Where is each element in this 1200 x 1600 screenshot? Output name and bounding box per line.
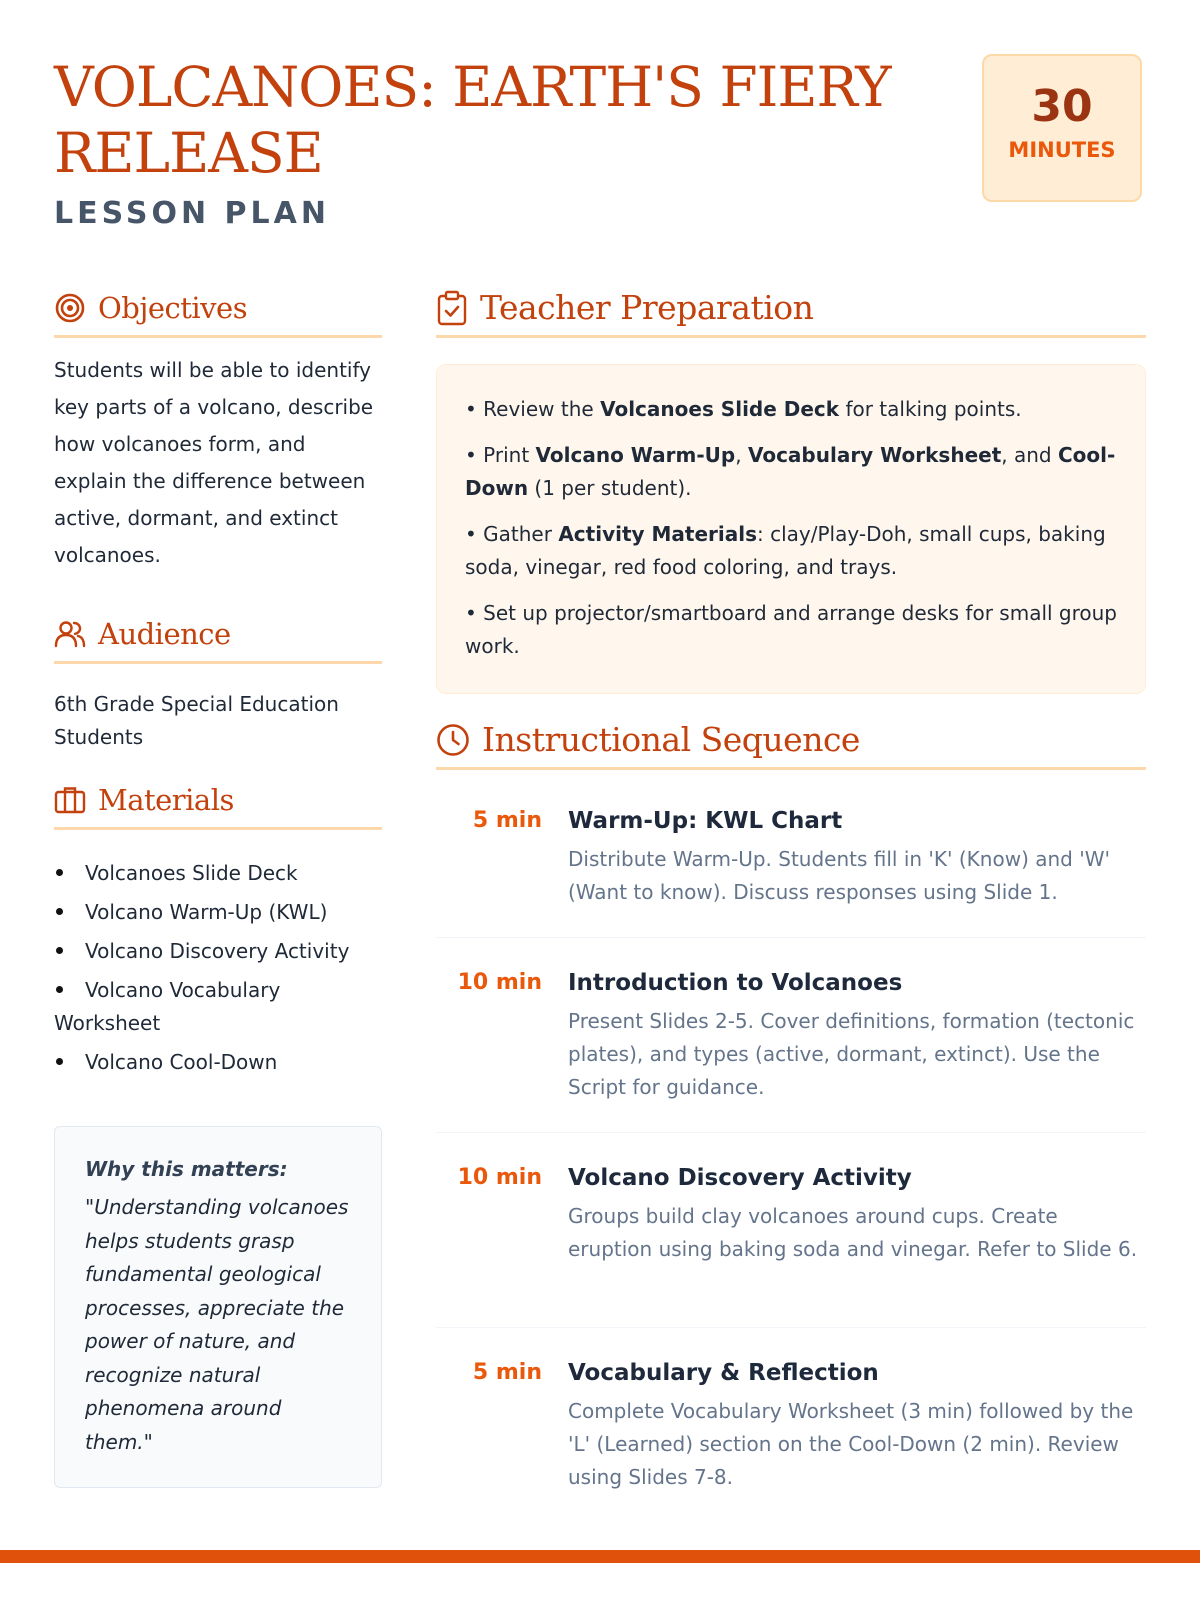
step-title: Vocabulary & Reflection bbox=[568, 1360, 879, 1386]
step-description: Complete Vocabulary Worksheet (3 min) followed by the 'L' (Learned) section on the Cool-Down (2 min). Review using Slides 7-8. bbox=[568, 1399, 1134, 1489]
bullet-icon bbox=[56, 986, 63, 993]
list-item: Volcano Warm-Up (KWL) bbox=[54, 896, 382, 929]
duration-unit: MINUTES bbox=[1008, 138, 1116, 162]
duration-value: 30 bbox=[1031, 81, 1093, 132]
step-time: 10 min bbox=[457, 970, 542, 995]
lesson-plan-page bbox=[54, 0, 1146, 1600]
objectives-text: Students will be able to identify key parts of a volcano, describe how volcanoes form, and explain the difference between active, dormant, and extinct volcanoes. bbox=[54, 358, 374, 567]
step-title: Introduction to Volcanoes bbox=[568, 970, 903, 996]
footer-bar bbox=[0, 1550, 1200, 1563]
materials-title: Materials bbox=[98, 782, 234, 817]
duration-badge bbox=[982, 54, 1142, 202]
objectives-heading bbox=[54, 286, 382, 338]
users-icon bbox=[54, 618, 86, 650]
list-item: Volcano Cool-Down bbox=[54, 1046, 382, 1079]
why-label: Why this matters: bbox=[85, 1157, 288, 1181]
audience-title: Audience bbox=[98, 616, 231, 651]
teacher-prep-box bbox=[436, 364, 1146, 694]
teacher-prep-heading bbox=[436, 286, 1146, 338]
sequence-title: Instructional Sequence bbox=[482, 720, 860, 759]
audience-heading bbox=[54, 612, 382, 664]
step-description: Present Slides 2-5. Cover definitions, formation (tectonic plates), and types (active, dormant, extinct). Use the Script for guidance. bbox=[568, 1009, 1135, 1099]
list-item: Volcano Discovery Activity bbox=[54, 935, 382, 968]
teacher-prep-title: Teacher Preparation bbox=[480, 288, 814, 327]
step-description: Distribute Warm-Up. Students fill in 'K' (Know) and 'W' (Want to know). Discuss responses using Slide 1. bbox=[568, 847, 1110, 904]
materials-list bbox=[54, 857, 382, 1085]
why-quote: "Understanding volcanoes helps students grasp fundamental geological processes, appreciate the power of nature, and recognize natural phenomena around them." bbox=[85, 1195, 349, 1454]
bullet-icon bbox=[56, 1058, 63, 1065]
list-item: Volcanoes Slide Deck bbox=[54, 857, 382, 890]
briefcase-icon bbox=[54, 784, 86, 816]
clock-icon bbox=[436, 723, 470, 757]
prep-item: • Review the Volcanoes Slide Deck for talking points. bbox=[465, 397, 1022, 421]
sequence-step bbox=[436, 1165, 1146, 1328]
target-icon bbox=[54, 292, 86, 324]
prep-item: • Gather Activity Materials: clay/Play-Doh, small cups, baking soda, vinegar, red food coloring, and trays. bbox=[465, 522, 1106, 579]
audience-text: 6th Grade Special Education Students bbox=[54, 692, 339, 749]
page-subtitle: LESSON PLAN bbox=[54, 196, 330, 231]
bullet-icon bbox=[56, 947, 63, 954]
prep-item: • Print Volcano Warm-Up, Vocabulary Worksheet, and Cool-Down (1 per student). bbox=[465, 443, 1116, 500]
objectives-title: Objectives bbox=[98, 290, 248, 325]
page-title: VOLCANOES: EARTH'S FIERY RELEASE bbox=[54, 55, 891, 185]
sequence-step bbox=[436, 808, 1146, 938]
bullet-icon bbox=[56, 869, 63, 876]
sequence-heading bbox=[436, 718, 1146, 770]
materials-heading bbox=[54, 778, 382, 830]
clipboard-check-icon bbox=[436, 290, 468, 326]
bullet-icon bbox=[56, 908, 63, 915]
step-title: Warm-Up: KWL Chart bbox=[568, 808, 843, 834]
step-title: Volcano Discovery Activity bbox=[568, 1165, 912, 1191]
step-time: 5 min bbox=[472, 1360, 542, 1385]
why-this-matters-box bbox=[54, 1126, 382, 1488]
list-item: Volcano Vocabulary Worksheet bbox=[54, 978, 281, 1035]
sequence-step bbox=[436, 1360, 1146, 1500]
prep-item: • Set up projector/smartboard and arrange desks for small group work. bbox=[465, 601, 1118, 658]
step-time: 10 min bbox=[457, 1165, 542, 1190]
step-description: Groups build clay volcanoes around cups. Create eruption using baking soda and vinegar. Refer to Slide 6. bbox=[568, 1204, 1138, 1261]
sequence-step bbox=[436, 970, 1146, 1133]
step-time: 5 min bbox=[472, 808, 542, 833]
